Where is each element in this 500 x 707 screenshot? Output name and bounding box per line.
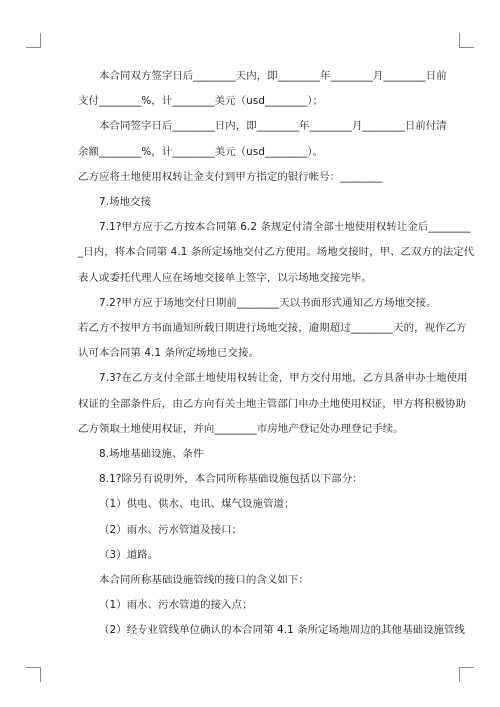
- paragraph-line: 认可本合同第 4.1 条所定场地已交接。: [78, 347, 259, 360]
- section-heading: 7.场地交接: [99, 196, 152, 209]
- list-item: （1）雨水、污水管道的接入点；: [99, 599, 253, 612]
- document-body: [78, 64, 475, 644]
- paragraph-line: 7.2?甲方应于场地交付日期前________天以书面形式通知乙方场地交接。: [99, 296, 437, 309]
- paragraph-line: 7.1?甲方应于乙方按本合同第 6.2 条规定付清全部土地使用权转让金后________: [99, 221, 471, 234]
- list-item: （3）道路。: [99, 548, 159, 561]
- paragraph-line: 乙方应将土地使用权转让金支付到甲方指定的银行帐号：________: [78, 170, 383, 183]
- crop-mark-bottom-right: [459, 667, 474, 682]
- list-item: （2）经专业管线单位确认的本合同第 4.1 条所定场地周边的其他基础设施管线: [99, 624, 466, 637]
- crop-mark-top-right: [459, 33, 474, 48]
- paragraph-line: 余额________%，计________美元（usd________）。: [78, 145, 324, 158]
- paragraph-line: 本合同签字日后________日内，即________年________月________日前付清: [99, 120, 447, 133]
- paragraph-line: 8.1?除另有说明外，本合同所称基础设施包括以下部分：: [99, 473, 363, 486]
- list-item: （2）雨水、污水管道及接口；: [99, 523, 243, 536]
- paragraph-line: 乙方领取土地使用权证，并向________市房地产登记处办理登记手续。: [78, 422, 404, 435]
- list-item: （1）供电、供水、电讯、煤气设施管道；: [99, 498, 295, 511]
- crop-mark-top-left: [26, 33, 41, 48]
- paragraph-line: 支付________%，计________美元（usd________）；: [78, 95, 324, 108]
- paragraph-line: 若乙方不按甲方书面通知所载日期进行场地交接，逾期超过________天的，视作乙方: [78, 322, 467, 335]
- crop-mark-bottom-left: [26, 667, 41, 682]
- paragraph-line: _日内，将本合同第 4.1 条所定场地交付乙方使用。场地交接时，甲、乙双方的法定代: [78, 246, 475, 259]
- paragraph-line: 本合同所称基础设施管线的接口的含义如下：: [99, 574, 309, 587]
- section-heading: 8.场地基础设施、条件: [99, 448, 204, 461]
- paragraph-line: 本合同双方签字日后________天内，即________年________月________日前: [99, 70, 447, 82]
- paragraph-line: 表人或委托代理人应在场地交接单上签字，以示场地交接完毕。: [78, 271, 372, 284]
- paragraph-line: 权证的全部条件后，由乙方向有关土地主管部门申办土地使用权证，甲方将积极协助: [78, 397, 467, 410]
- paragraph-line: 7.3?在乙方支付全部土地使用权转让金，甲方交付用地，乙方具备申办土地使用: [99, 372, 468, 385]
